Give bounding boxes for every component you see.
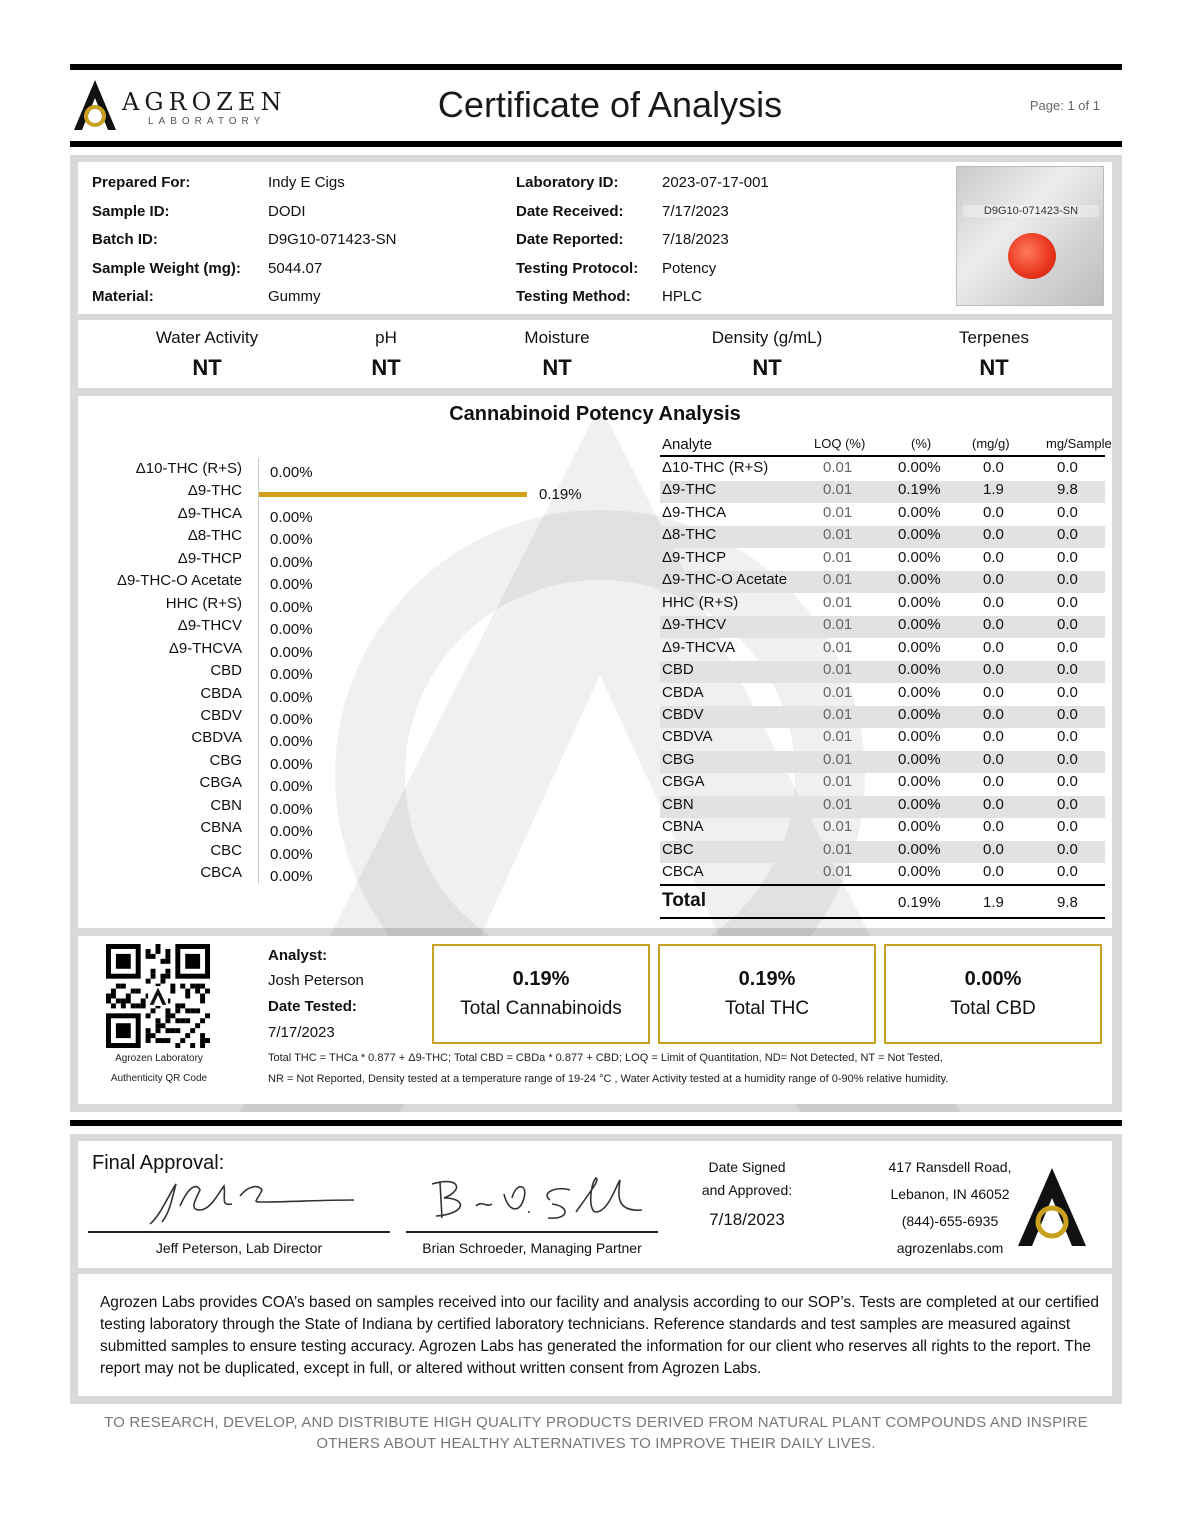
- chart-value-label: 0.00%: [270, 464, 313, 481]
- table-cell-percent: 0.00%: [898, 593, 941, 611]
- table-cell-analyte: Δ9-THCV: [662, 616, 727, 634]
- chart-value-label: 0.00%: [270, 823, 313, 841]
- sample-photo: [956, 166, 1104, 306]
- logo-wordmark: AGROZEN: [122, 88, 287, 116]
- table-cell-percent: 0.00%: [898, 728, 941, 746]
- date-received-label: Date Received:: [516, 203, 624, 220]
- chart-value-label: 0.00%: [270, 553, 313, 571]
- prepared-for-label: Prepared For:: [92, 174, 191, 191]
- laboratory-id-value: 2023-07-17-001: [662, 174, 769, 191]
- table-cell-analyte: CBDA: [662, 683, 704, 701]
- chart-category-label: CBG: [209, 751, 242, 769]
- page-number: Page: 1 of 1: [1029, 98, 1100, 113]
- total-percent: 0.19%: [898, 894, 941, 911]
- approval-top-rule: [70, 1120, 1122, 1126]
- analyst-label: Analyst:: [268, 947, 328, 964]
- terpenes-value: NT: [979, 355, 1009, 380]
- material-value: Gummy: [268, 288, 321, 305]
- moisture-value: NT: [542, 355, 572, 380]
- chart-category-label: CBGA: [199, 774, 242, 792]
- table-cell-loq: 0.01: [823, 503, 853, 521]
- table-cell-mg-sample: 0.0: [1057, 795, 1078, 813]
- table-cell-mg-sample: 0.0: [1057, 571, 1078, 589]
- date-received-value: 7/17/2023: [662, 203, 729, 220]
- qr-caption-line1: Agrozen Laboratory: [115, 1053, 203, 1064]
- chart-category-label: Δ8-THC: [187, 527, 242, 545]
- total-cbd-label: Total CBD: [950, 998, 1036, 1019]
- table-cell-mgg: 0.0: [983, 616, 1004, 634]
- table-row-band: [660, 796, 1105, 818]
- terpenes-label: Terpenes: [959, 328, 1029, 347]
- chart-category-label: Δ9-THCVA: [168, 639, 242, 657]
- chart-value-label: 0.00%: [270, 531, 313, 549]
- mission-line1: TO RESEARCH, DEVELOP, AND DISTRIBUTE HIGH QUALITY PRODUCTS DERIVED FROM NATURAL PLANT COMPOUNDS AND INSPIRE: [104, 1414, 1088, 1431]
- table-cell-percent: 0.19%: [898, 481, 941, 499]
- table-cell-percent: 0.00%: [898, 616, 941, 634]
- table-cell-loq: 0.01: [823, 593, 853, 611]
- chart-value-label: 0.00%: [270, 778, 313, 796]
- total-mg-sample: 9.8: [1057, 894, 1078, 911]
- chart-value-label: 0.00%: [270, 868, 313, 886]
- table-cell-mgg: 0.0: [983, 773, 1004, 791]
- ph-value: NT: [371, 355, 401, 380]
- brian-schroeder-signature: [420, 1172, 650, 1228]
- table-row-band: [660, 616, 1105, 638]
- table-cell-loq: 0.01: [823, 818, 853, 836]
- col-mgg: (mg/g): [972, 436, 1010, 451]
- col-percent: (%): [911, 436, 932, 451]
- chart-value-label: 0.00%: [270, 755, 313, 773]
- chart-value-label: 0.00%: [270, 666, 313, 684]
- table-cell-mgg: 0.0: [983, 818, 1004, 836]
- chart-bar: [259, 492, 527, 497]
- chart-axis-line: [258, 458, 259, 884]
- table-cell-mgg: 0.0: [983, 683, 1004, 701]
- date-signed-value: 7/18/2023: [709, 1210, 785, 1229]
- chart-value-label: 0.00%: [270, 688, 313, 706]
- chart-value-label: 0.00%: [270, 621, 313, 639]
- table-row-band: [660, 841, 1105, 863]
- authenticity-qr-code[interactable]: [106, 944, 210, 1048]
- testing-method-label: Testing Method:: [516, 288, 631, 305]
- table-cell-mg-sample: 0.0: [1057, 863, 1078, 881]
- table-cell-mgg: 0.0: [983, 795, 1004, 813]
- chart-value-label: 0.19%: [539, 486, 582, 504]
- formula-note-line1: Total THC = THCa * 0.877 + Δ9-THC; Total CBD = CBDa * 0.877 + CBD; LOQ = Limit of Quantitation, ND= Not Detected, NT = Not Tested,: [268, 1052, 943, 1064]
- water-activity-value: NT: [192, 355, 222, 380]
- table-cell-mg-sample: 0.0: [1057, 661, 1078, 679]
- signature-line-1: [88, 1231, 390, 1233]
- table-cell-percent: 0.00%: [898, 548, 941, 566]
- table-row-band: [660, 526, 1105, 548]
- table-cell-percent: 0.00%: [898, 661, 941, 679]
- logo-subtitle: LABORATORY: [148, 116, 266, 127]
- chart-category-label: CBDA: [200, 684, 242, 702]
- chart-category-label: Δ9-THC: [187, 482, 242, 500]
- table-cell-mgg: 0.0: [983, 840, 1004, 858]
- laboratory-id-label: Laboratory ID:: [516, 174, 619, 191]
- website-link[interactable]: agrozenlabs.com: [896, 1240, 1004, 1256]
- table-cell-analyte: CBDVA: [662, 728, 713, 746]
- chart-category-label: CBC: [210, 841, 242, 859]
- table-cell-loq: 0.01: [823, 840, 853, 858]
- table-cell-analyte: CBD: [662, 661, 694, 679]
- total-cannabinoids-box: [432, 944, 650, 1044]
- table-cell-analyte: CBG: [662, 750, 695, 768]
- table-cell-loq: 0.01: [823, 750, 853, 768]
- chart-value-label: 0.00%: [270, 598, 313, 616]
- col-loq: LOQ (%): [814, 436, 866, 451]
- table-total-rule-top: [660, 884, 1105, 886]
- agrozen-logo: [70, 76, 310, 136]
- moisture-label: Moisture: [524, 328, 590, 347]
- table-header-rule: [660, 455, 1105, 457]
- table-cell-analyte: Δ8-THC: [662, 526, 717, 544]
- chart-category-label: CBD: [210, 662, 242, 680]
- agrozen-emblem-icon: [1014, 1164, 1090, 1250]
- table-cell-mgg: 0.0: [983, 593, 1004, 611]
- table-cell-mg-sample: 0.0: [1057, 750, 1078, 768]
- table-cell-mg-sample: 0.0: [1057, 773, 1078, 791]
- document-title: Certificate of Analysis: [437, 84, 783, 125]
- table-row-band: [660, 751, 1105, 773]
- table-cell-mgg: 0.0: [983, 526, 1004, 544]
- table-cell-loq: 0.01: [823, 705, 853, 723]
- table-cell-loq: 0.01: [823, 548, 853, 566]
- disclaimer-text: Agrozen Labs provides COA’s based on samples received into our facility and analysis according to our SOP’s. Tests are completed at our certified testing laboratory through the State of Indiana by certified laboratory technicians. Reference standards and test samples are measured against submitted samples to ensure testing accuracy. Agrozen Labs has generated the information for our client who reserves all rights to the report. The report may not be duplicated, except in full, or altered without written consent from Agrozen Labs.: [100, 1294, 1099, 1377]
- total-cannabinoids-label: Total Cannabinoids: [460, 998, 622, 1019]
- table-cell-percent: 0.00%: [898, 840, 941, 858]
- table-cell-loq: 0.01: [823, 728, 853, 746]
- batch-id-label: Batch ID:: [92, 231, 158, 248]
- table-cell-percent: 0.00%: [898, 638, 941, 656]
- table-cell-percent: 0.00%: [898, 863, 941, 881]
- table-cell-analyte: CBN: [662, 795, 694, 813]
- testing-protocol-value: Potency: [662, 260, 717, 277]
- col-mg-sample: mg/Sample: [1046, 436, 1112, 451]
- chart-category-label: Δ9-THC-O Acetate: [116, 572, 242, 590]
- signer2-name: Brian Schroeder, Managing Partner: [422, 1240, 642, 1256]
- sample-weight-value: 5044.07: [268, 260, 323, 277]
- address-line1: 417 Ransdell Road,: [888, 1159, 1012, 1175]
- date-signed-label-1: Date Signed: [708, 1159, 786, 1175]
- chart-category-label: CBCA: [200, 864, 242, 882]
- table-cell-loq: 0.01: [823, 459, 853, 476]
- chart-value-label: 0.00%: [270, 508, 313, 526]
- address-line2: Lebanon, IN 46052: [890, 1186, 1010, 1202]
- table-cell-mg-sample: 0.0: [1057, 503, 1078, 521]
- table-cell-mg-sample: 0.0: [1057, 728, 1078, 746]
- density-label: Density (g/mL): [711, 328, 823, 347]
- header-bottom-rule: [70, 141, 1122, 147]
- chart-value-label: 0.00%: [270, 845, 313, 863]
- analyst-name: Josh Peterson: [268, 972, 364, 989]
- table-cell-percent: 0.00%: [898, 795, 941, 813]
- table-cell-percent: 0.00%: [898, 459, 941, 476]
- ph-label: pH: [375, 328, 397, 347]
- table-cell-loq: 0.01: [823, 795, 853, 813]
- date-tested-label: Date Tested:: [268, 998, 357, 1015]
- total-mgg: 1.9: [983, 894, 1004, 911]
- header-top-rule: [70, 64, 1122, 70]
- table-cell-percent: 0.00%: [898, 705, 941, 723]
- table-cell-percent: 0.00%: [898, 683, 941, 701]
- chart-category-label: CBNA: [200, 819, 242, 837]
- testing-method-value: HPLC: [662, 288, 703, 305]
- table-cell-loq: 0.01: [823, 526, 853, 544]
- testing-protocol-label: Testing Protocol:: [516, 260, 639, 277]
- table-cell-loq: 0.01: [823, 638, 853, 656]
- date-tested-value: 7/17/2023: [268, 1024, 335, 1041]
- sample-weight-label: Sample Weight (mg):: [92, 260, 241, 277]
- table-cell-loq: 0.01: [823, 773, 853, 791]
- table-cell-percent: 0.00%: [898, 571, 941, 589]
- material-label: Material:: [92, 288, 154, 305]
- total-label: Total: [662, 890, 706, 911]
- chart-value-label: 0.00%: [270, 800, 313, 818]
- total-cbd-value: 0.00%: [964, 968, 1022, 990]
- table-cell-mg-sample: 0.0: [1057, 459, 1078, 476]
- table-row-band: [660, 481, 1105, 503]
- table-cell-analyte: Δ10-THC (R+S): [662, 459, 769, 476]
- chart-category-label: HHC (R+S): [165, 594, 242, 612]
- table-cell-mg-sample: 0.0: [1057, 526, 1078, 544]
- total-thc-value: 0.19%: [738, 968, 796, 990]
- chart-category-label: Δ10-THC (R+S): [135, 460, 242, 477]
- table-cell-analyte: HHC (R+S): [662, 593, 739, 611]
- table-cell-analyte: CBC: [662, 840, 694, 858]
- table-cell-mgg: 0.0: [983, 571, 1004, 589]
- chart-category-label: Δ9-THCA: [177, 504, 242, 522]
- table-cell-mg-sample: 0.0: [1057, 683, 1078, 701]
- chart-value-label: 0.00%: [270, 710, 313, 728]
- sample-id-label: Sample ID:: [92, 203, 170, 220]
- table-cell-percent: 0.00%: [898, 773, 941, 791]
- table-cell-percent: 0.00%: [898, 503, 941, 521]
- water-activity-label: Water Activity: [155, 328, 259, 347]
- table-row-band: [660, 661, 1105, 683]
- table-cell-mgg: 0.0: [983, 459, 1004, 476]
- table-cell-mgg: 1.9: [983, 481, 1004, 499]
- table-cell-mg-sample: 0.0: [1057, 638, 1078, 656]
- qr-caption-line2: Authenticity QR Code: [110, 1073, 208, 1084]
- table-cell-analyte: Δ9-THCP: [662, 548, 727, 566]
- table-cell-analyte: Δ9-THC-O Acetate: [662, 571, 788, 589]
- signer1-name: Jeff Peterson, Lab Director: [155, 1240, 323, 1256]
- sample-photo-label: D9G10-071423-SN: [963, 205, 1099, 217]
- table-cell-mgg: 0.0: [983, 863, 1004, 881]
- table-cell-mg-sample: 0.0: [1057, 705, 1078, 723]
- signature-line-2: [406, 1231, 658, 1233]
- chart-value-label: 0.00%: [270, 733, 313, 751]
- agrozen-logo-icon: [70, 76, 120, 134]
- table-cell-mgg: 0.0: [983, 638, 1004, 656]
- table-cell-loq: 0.01: [823, 661, 853, 679]
- chart-category-label: CBDV: [200, 706, 242, 724]
- table-cell-loq: 0.01: [823, 683, 853, 701]
- table-cell-mgg: 0.0: [983, 503, 1004, 521]
- chart-category-label: Δ9-THCV: [177, 617, 242, 635]
- table-cell-analyte: Δ9-THC: [662, 481, 717, 499]
- mission-line2: OTHERS ABOUT HEALTHY ALTERNATIVES TO IMPROVE THEIR DAILY LIVES.: [316, 1435, 876, 1452]
- prepared-for-value: Indy E Cigs: [268, 174, 345, 191]
- chart-value-label: 0.00%: [270, 576, 313, 594]
- table-cell-mg-sample: 0.0: [1057, 616, 1078, 634]
- table-cell-mgg: 0.0: [983, 705, 1004, 723]
- table-cell-mg-sample: 0.0: [1057, 840, 1078, 858]
- chart-value-label: 0.00%: [270, 643, 313, 661]
- table-cell-mg-sample: 0.0: [1057, 593, 1078, 611]
- table-row-band: [660, 706, 1105, 728]
- date-signed-label-2: and Approved:: [701, 1182, 793, 1198]
- mission-statement: [90, 1412, 1102, 1454]
- table-cell-mgg: 0.0: [983, 661, 1004, 679]
- phone-number: (844)-655-6935: [901, 1213, 999, 1229]
- total-cbd-box: [884, 944, 1102, 1044]
- table-cell-analyte: CBDV: [662, 705, 704, 723]
- gummy-image: [1008, 233, 1056, 279]
- chart-category-label: CBDVA: [191, 729, 242, 747]
- potency-title: Cannabinoid Potency Analysis: [449, 403, 741, 425]
- final-approval-title: Final Approval:: [92, 1152, 225, 1174]
- density-value: NT: [752, 355, 782, 380]
- table-cell-analyte: Δ9-THCVA: [662, 638, 736, 656]
- total-thc-box: [658, 944, 876, 1044]
- sample-id-value: DODI: [268, 203, 306, 220]
- table-cell-percent: 0.00%: [898, 526, 941, 544]
- table-cell-mg-sample: 9.8: [1057, 481, 1078, 499]
- table-total-rule-bottom: [660, 917, 1105, 919]
- date-reported-label: Date Reported:: [516, 231, 624, 248]
- col-analyte: Analyte: [662, 436, 713, 453]
- jeff-peterson-signature: [140, 1176, 360, 1230]
- table-cell-percent: 0.00%: [898, 818, 941, 836]
- total-cannabinoids-value: 0.19%: [512, 968, 570, 990]
- table-cell-mgg: 0.0: [983, 548, 1004, 566]
- table-cell-mgg: 0.0: [983, 728, 1004, 746]
- date-reported-value: 7/18/2023: [662, 231, 729, 248]
- total-thc-label: Total THC: [724, 998, 810, 1019]
- table-cell-mg-sample: 0.0: [1057, 548, 1078, 566]
- table-cell-loq: 0.01: [823, 571, 853, 589]
- table-cell-analyte: CBGA: [662, 773, 705, 791]
- formula-note-line2: NR = Not Reported, Density tested at a temperature range of 19-24 °C , Water Activity tested at a humidity range of 0-90% relative humidity.: [268, 1073, 949, 1085]
- batch-id-value: D9G10-071423-SN: [268, 231, 397, 248]
- table-cell-percent: 0.00%: [898, 750, 941, 768]
- table-cell-mg-sample: 0.0: [1057, 818, 1078, 836]
- table-cell-mgg: 0.0: [983, 750, 1004, 768]
- table-cell-analyte: Δ9-THCA: [662, 503, 727, 521]
- chart-category-label: Δ9-THCP: [177, 549, 242, 567]
- table-cell-loq: 0.01: [823, 863, 853, 881]
- table-cell-loq: 0.01: [823, 616, 853, 634]
- chart-category-label: CBN: [210, 796, 242, 814]
- table-cell-analyte: CBCA: [662, 863, 704, 881]
- table-cell-analyte: CBNA: [662, 818, 704, 836]
- table-cell-loq: 0.01: [823, 481, 853, 499]
